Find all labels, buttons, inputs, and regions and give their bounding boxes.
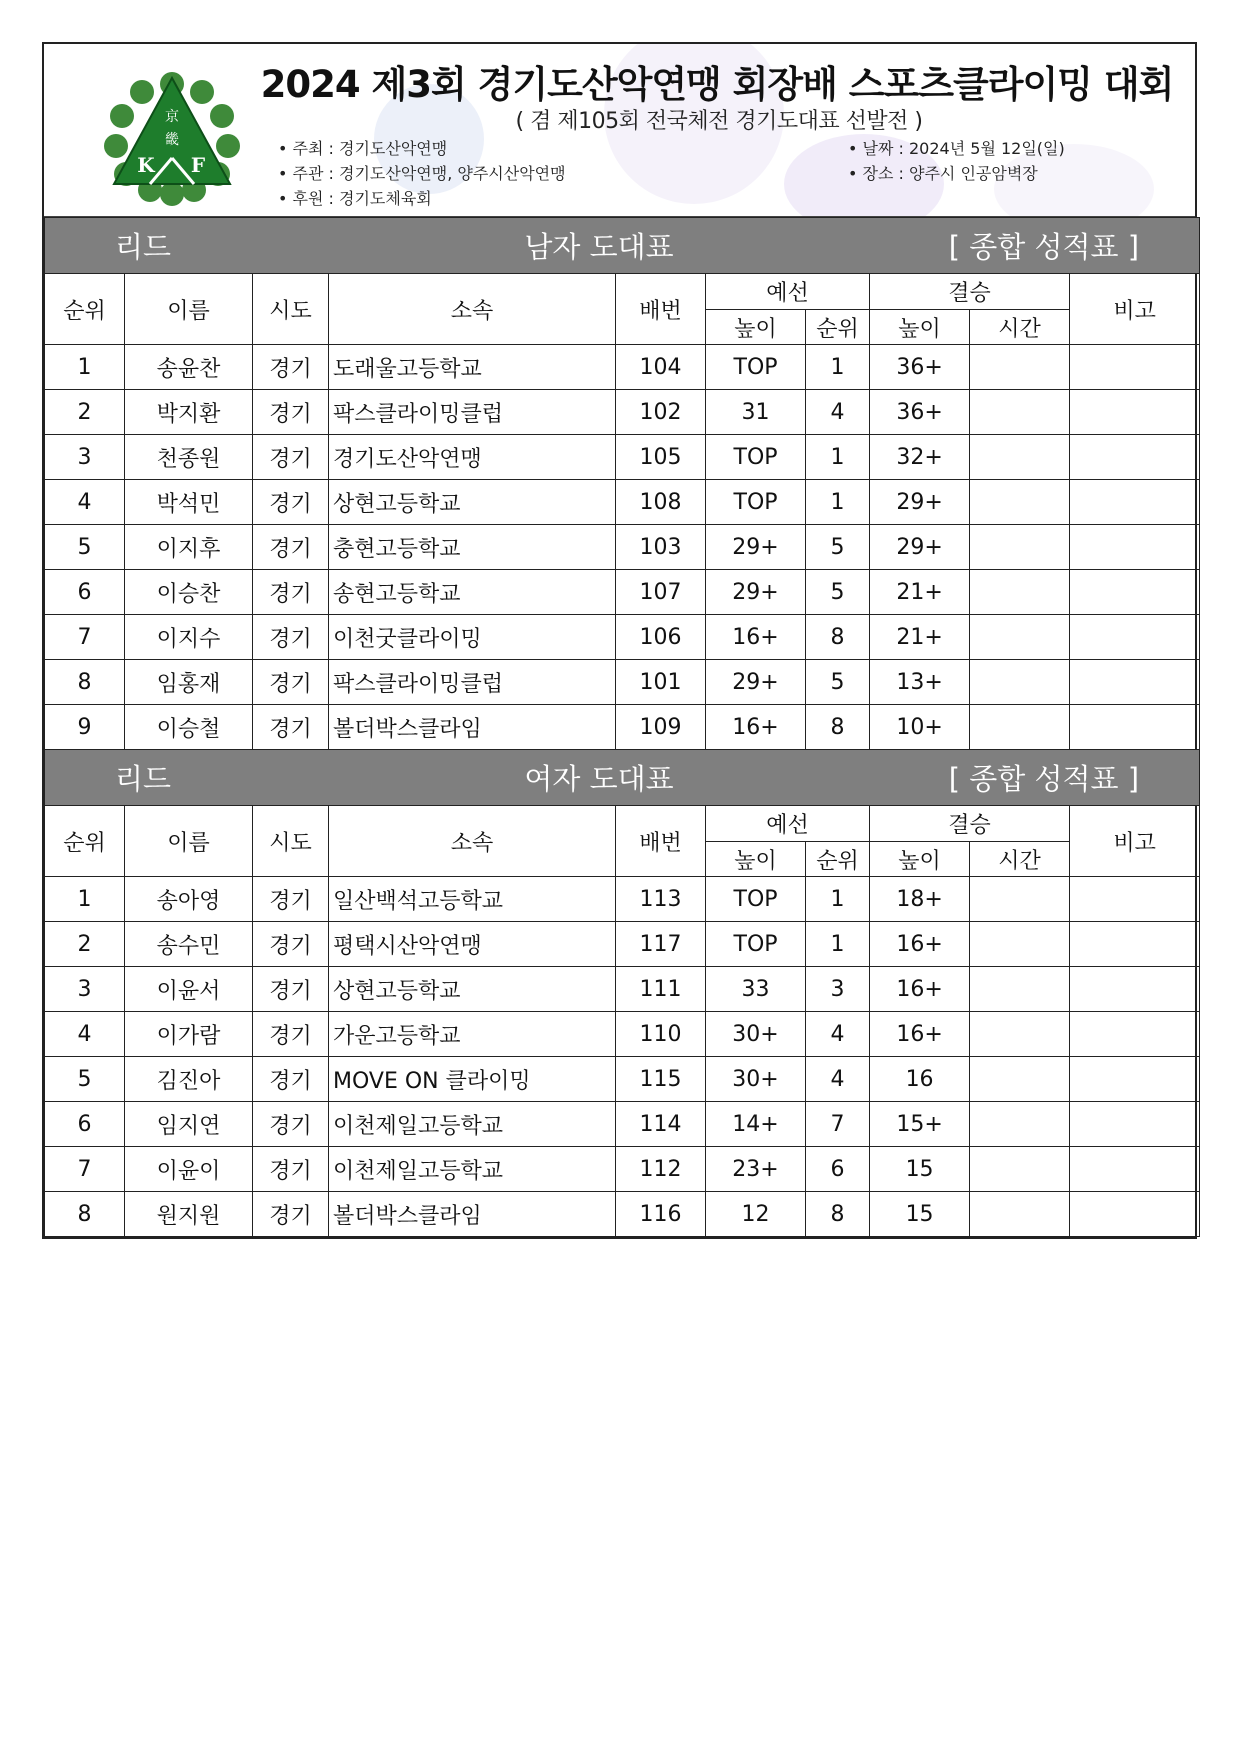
cell-prelim-height: TOP (706, 480, 806, 525)
cell-name: 임지연 (125, 1102, 253, 1147)
cell-note (1070, 1102, 1200, 1147)
col-final-height: 높이 (870, 842, 970, 877)
cell-note (1070, 660, 1200, 705)
cell-bib: 105 (616, 435, 706, 480)
cell-city: 경기 (253, 435, 329, 480)
cell-prelim-rank: 5 (806, 660, 870, 705)
table-row (45, 1147, 1200, 1192)
cell-city: 경기 (253, 660, 329, 705)
cell-prelim-rank: 1 (806, 345, 870, 390)
cell-prelim-height: TOP (706, 877, 806, 922)
table-row (45, 570, 1200, 615)
cell-prelim-rank: 1 (806, 877, 870, 922)
col-prelim-rank: 순위 (806, 842, 870, 877)
col-prelim: 예선 (706, 274, 870, 310)
cell-name: 박지환 (125, 390, 253, 435)
col-note: 비고 (1070, 806, 1200, 877)
cell-org: 경기도산악연맹 (329, 435, 616, 480)
col-prelim: 예선 (706, 806, 870, 842)
cell-final-time (970, 1012, 1070, 1057)
kf-emblem-icon (102, 66, 242, 206)
cell-note (1070, 1057, 1200, 1102)
cell-final-time (970, 525, 1070, 570)
cell-city: 경기 (253, 1147, 329, 1192)
col-name: 이름 (125, 274, 253, 345)
cell-city: 경기 (253, 1102, 329, 1147)
cell-final-time (970, 1192, 1070, 1237)
cell-rank: 5 (45, 1057, 125, 1102)
cell-name: 송아영 (125, 877, 253, 922)
cell-city: 경기 (253, 615, 329, 660)
cell-bib: 113 (616, 877, 706, 922)
cell-org: 팍스클라이밍클럽 (329, 660, 616, 705)
cell-final-time (970, 435, 1070, 480)
cell-bib: 110 (616, 1012, 706, 1057)
cell-rank: 6 (45, 570, 125, 615)
cell-final-time (970, 877, 1070, 922)
cell-prelim-height: 16+ (706, 615, 806, 660)
cell-city: 경기 (253, 525, 329, 570)
cell-name: 박석민 (125, 480, 253, 525)
col-final-height: 높이 (870, 310, 970, 345)
cell-city: 경기 (253, 705, 329, 750)
cell-bib: 114 (616, 1102, 706, 1147)
cell-prelim-rank: 8 (806, 705, 870, 750)
cell-rank: 2 (45, 922, 125, 967)
cell-prelim-rank: 8 (806, 615, 870, 660)
cell-bib: 117 (616, 922, 706, 967)
cell-name: 임홍재 (125, 660, 253, 705)
cell-final-height: 16+ (870, 922, 970, 967)
men-section-band (45, 218, 1200, 274)
cell-city: 경기 (253, 570, 329, 615)
cell-prelim-height: 30+ (706, 1057, 806, 1102)
cell-org: 상현고등학교 (329, 967, 616, 1012)
cell-prelim-height: TOP (706, 435, 806, 480)
col-prelim-height: 높이 (706, 842, 806, 877)
cell-rank: 7 (45, 1147, 125, 1192)
cell-final-time (970, 967, 1070, 1012)
cell-final-height: 21+ (870, 615, 970, 660)
cell-final-time (970, 1147, 1070, 1192)
cell-prelim-height: 33 (706, 967, 806, 1012)
cell-final-height: 16+ (870, 967, 970, 1012)
cell-final-time (970, 480, 1070, 525)
cell-name: 이지수 (125, 615, 253, 660)
cell-prelim-height: TOP (706, 345, 806, 390)
cell-rank: 6 (45, 1102, 125, 1147)
col-final: 결승 (870, 274, 1070, 310)
col-rank: 순위 (45, 806, 125, 877)
cell-prelim-rank: 6 (806, 1147, 870, 1192)
cell-name: 이윤서 (125, 967, 253, 1012)
cell-final-height: 13+ (870, 660, 970, 705)
cell-rank: 3 (45, 967, 125, 1012)
table-row (45, 967, 1200, 1012)
table-row (45, 1102, 1200, 1147)
cell-note (1070, 922, 1200, 967)
cell-note (1070, 1192, 1200, 1237)
cell-city: 경기 (253, 922, 329, 967)
cell-final-height: 36+ (870, 390, 970, 435)
info-sponsor: • 후원 : 경기도체육회 (278, 186, 566, 211)
cell-final-height: 21+ (870, 570, 970, 615)
cell-org: 이천제일고등학교 (329, 1147, 616, 1192)
logo-letter-k: K (137, 153, 155, 177)
cell-bib: 104 (616, 345, 706, 390)
cell-bib: 106 (616, 615, 706, 660)
table-row (45, 1057, 1200, 1102)
men-section-title: 남자 도대표 (329, 218, 870, 274)
col-city: 시도 (253, 274, 329, 345)
cell-bib: 111 (616, 967, 706, 1012)
cell-org: 이천제일고등학교 (329, 1102, 616, 1147)
men-section-tag: [ 종합 성적표 ] (870, 218, 1200, 274)
cell-note (1070, 1147, 1200, 1192)
cell-final-time (970, 390, 1070, 435)
cell-city: 경기 (253, 480, 329, 525)
table-row (45, 345, 1200, 390)
results-sheet (42, 42, 1197, 1239)
cell-org: 볼더박스클라임 (329, 705, 616, 750)
cell-org: 송현고등학교 (329, 570, 616, 615)
cell-prelim-rank: 5 (806, 525, 870, 570)
cell-rank: 5 (45, 525, 125, 570)
cell-final-time (970, 345, 1070, 390)
cell-prelim-height: 23+ (706, 1147, 806, 1192)
header (44, 44, 1195, 217)
cell-final-time (970, 660, 1070, 705)
cell-prelim-height: 30+ (706, 1012, 806, 1057)
cell-name: 송수민 (125, 922, 253, 967)
cell-rank: 8 (45, 660, 125, 705)
cell-prelim-height: TOP (706, 922, 806, 967)
cell-name: 이윤이 (125, 1147, 253, 1192)
cell-note (1070, 1012, 1200, 1057)
cell-rank: 3 (45, 435, 125, 480)
table-row (45, 877, 1200, 922)
col-name: 이름 (125, 806, 253, 877)
logo-char1: 京 (165, 109, 179, 125)
cell-name: 이지후 (125, 525, 253, 570)
cell-prelim-rank: 1 (806, 922, 870, 967)
col-city: 시도 (253, 806, 329, 877)
cell-org: 상현고등학교 (329, 480, 616, 525)
cell-final-time (970, 922, 1070, 967)
cell-prelim-rank: 3 (806, 967, 870, 1012)
cell-city: 경기 (253, 877, 329, 922)
col-final: 결승 (870, 806, 1070, 842)
cell-rank: 8 (45, 1192, 125, 1237)
col-rank: 순위 (45, 274, 125, 345)
cell-name: 송윤찬 (125, 345, 253, 390)
col-bib: 배번 (616, 274, 706, 345)
cell-final-height: 16+ (870, 1012, 970, 1057)
cell-note (1070, 435, 1200, 480)
cell-prelim-rank: 4 (806, 1057, 870, 1102)
table-row (45, 525, 1200, 570)
col-prelim-height: 높이 (706, 310, 806, 345)
cell-note (1070, 345, 1200, 390)
cell-note (1070, 705, 1200, 750)
cell-final-time (970, 615, 1070, 660)
table-row (45, 390, 1200, 435)
cell-name: 천종원 (125, 435, 253, 480)
info-date: • 날짜 : 2024년 5월 12일(일) (848, 136, 1065, 161)
cell-prelim-rank: 1 (806, 480, 870, 525)
cell-org: 팍스클라이밍클럽 (329, 390, 616, 435)
cell-rank: 4 (45, 1012, 125, 1057)
cell-prelim-rank: 7 (806, 1102, 870, 1147)
table-row (45, 660, 1200, 705)
cell-note (1070, 570, 1200, 615)
cell-name: 김진아 (125, 1057, 253, 1102)
table-row (45, 1012, 1200, 1057)
cell-city: 경기 (253, 1012, 329, 1057)
table-row (45, 922, 1200, 967)
cell-rank: 4 (45, 480, 125, 525)
cell-bib: 101 (616, 660, 706, 705)
men-event-label: 리드 (45, 218, 329, 274)
women-event-label: 리드 (45, 750, 329, 806)
cell-org: 볼더박스클라임 (329, 1192, 616, 1237)
table-row (45, 705, 1200, 750)
cell-bib: 116 (616, 1192, 706, 1237)
cell-org: 충현고등학교 (329, 525, 616, 570)
table-row (45, 480, 1200, 525)
table-row (45, 435, 1200, 480)
page-title: 2024 제3회 경기도산악연맹 회장배 스포츠클라이밍 대회 (260, 63, 1174, 106)
cell-final-height: 36+ (870, 345, 970, 390)
cell-final-height: 10+ (870, 705, 970, 750)
women-section-band (45, 750, 1200, 806)
cell-prelim-rank: 8 (806, 1192, 870, 1237)
cell-city: 경기 (253, 967, 329, 1012)
logo-letter-f: F (190, 153, 206, 177)
cell-org: MOVE ON 클라이밍 (329, 1057, 616, 1102)
cell-prelim-height: 12 (706, 1192, 806, 1237)
cell-name: 이가람 (125, 1012, 253, 1057)
page-subtitle: ( 겸 제105회 전국체전 경기도대표 선발전 ) (515, 109, 923, 134)
cell-org: 도래울고등학교 (329, 345, 616, 390)
cell-org: 평택시산악연맹 (329, 922, 616, 967)
info-host: • 주최 : 경기도산악연맹 (278, 136, 566, 161)
cell-note (1070, 877, 1200, 922)
cell-bib: 102 (616, 390, 706, 435)
cell-rank: 7 (45, 615, 125, 660)
cell-bib: 107 (616, 570, 706, 615)
cell-final-height: 18+ (870, 877, 970, 922)
cell-final-time (970, 570, 1070, 615)
cell-note (1070, 525, 1200, 570)
cell-final-height: 15 (870, 1147, 970, 1192)
cell-note (1070, 615, 1200, 660)
cell-name: 이승찬 (125, 570, 253, 615)
cell-final-time (970, 705, 1070, 750)
cell-final-height: 32+ (870, 435, 970, 480)
cell-prelim-rank: 5 (806, 570, 870, 615)
cell-prelim-height: 16+ (706, 705, 806, 750)
info-left (278, 136, 566, 211)
cell-prelim-height: 29+ (706, 525, 806, 570)
cell-city: 경기 (253, 345, 329, 390)
cell-prelim-height: 29+ (706, 570, 806, 615)
info-venue: • 장소 : 양주시 인공암벽장 (848, 161, 1065, 186)
cell-final-height: 15 (870, 1192, 970, 1237)
cell-final-height: 29+ (870, 480, 970, 525)
results-table (44, 217, 1200, 1237)
cell-prelim-rank: 4 (806, 390, 870, 435)
cell-name: 이승철 (125, 705, 253, 750)
col-note: 비고 (1070, 274, 1200, 345)
cell-prelim-rank: 4 (806, 1012, 870, 1057)
cell-bib: 115 (616, 1057, 706, 1102)
cell-prelim-rank: 1 (806, 435, 870, 480)
table-row (45, 1192, 1200, 1237)
cell-bib: 109 (616, 705, 706, 750)
col-org: 소속 (329, 806, 616, 877)
cell-org: 가운고등학교 (329, 1012, 616, 1057)
cell-city: 경기 (253, 390, 329, 435)
cell-rank: 9 (45, 705, 125, 750)
info-organizer: • 주관 : 경기도산악연맹, 양주시산악연맹 (278, 161, 566, 186)
cell-note (1070, 480, 1200, 525)
cell-bib: 108 (616, 480, 706, 525)
table-row (45, 615, 1200, 660)
cell-bib: 112 (616, 1147, 706, 1192)
cell-final-time (970, 1102, 1070, 1147)
col-final-time: 시간 (970, 310, 1070, 345)
logo-char2: 畿 (165, 132, 179, 148)
cell-final-height: 16 (870, 1057, 970, 1102)
info-right (848, 136, 1065, 186)
cell-prelim-height: 14+ (706, 1102, 806, 1147)
cell-org: 이천굿클라이밍 (329, 615, 616, 660)
cell-name: 원지원 (125, 1192, 253, 1237)
col-prelim-rank: 순위 (806, 310, 870, 345)
cell-note (1070, 967, 1200, 1012)
cell-rank: 1 (45, 345, 125, 390)
cell-org: 일산백석고등학교 (329, 877, 616, 922)
cell-final-height: 15+ (870, 1102, 970, 1147)
col-final-time: 시간 (970, 842, 1070, 877)
cell-rank: 2 (45, 390, 125, 435)
cell-rank: 1 (45, 877, 125, 922)
cell-prelim-height: 31 (706, 390, 806, 435)
cell-prelim-height: 29+ (706, 660, 806, 705)
cell-final-height: 29+ (870, 525, 970, 570)
cell-bib: 103 (616, 525, 706, 570)
cell-note (1070, 390, 1200, 435)
women-section-tag: [ 종합 성적표 ] (870, 750, 1200, 806)
women-section-title: 여자 도대표 (329, 750, 870, 806)
cell-city: 경기 (253, 1192, 329, 1237)
cell-final-time (970, 1057, 1070, 1102)
col-bib: 배번 (616, 806, 706, 877)
col-org: 소속 (329, 274, 616, 345)
cell-city: 경기 (253, 1057, 329, 1102)
